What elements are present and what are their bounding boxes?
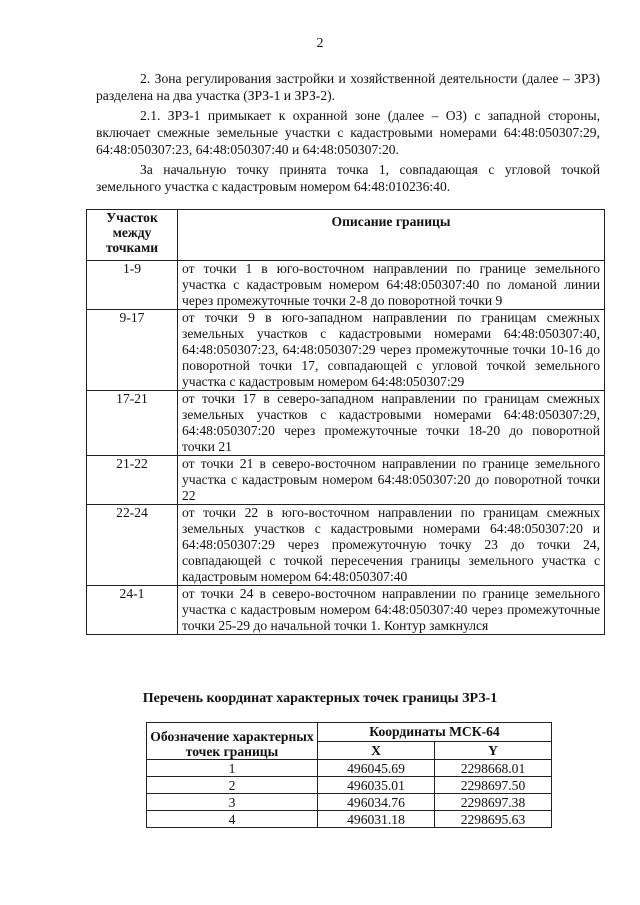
description-cell: от точки 24 в северо-восточном направлении по границе земельного участка с кадастровым номером 64:48:050307:40 через промежуточные точки 25-29 до начальной точки 1. Контур замкнулся <box>178 586 605 635</box>
table-row <box>147 794 552 811</box>
point-cell: 2 <box>147 777 318 794</box>
description-cell: от точки 17 в северо-западном направлении по границам смежных земельных участков с кадастровыми номерами 64:48:050307:29, 64:48:050307:20 через промежуточные точки 18-20 до поворотной точки 21 <box>178 391 605 456</box>
coordinates-table <box>146 722 552 828</box>
segment-cell: 21-22 <box>87 456 178 505</box>
header-point-designation: Обозначение характерных точек границы <box>147 723 318 760</box>
table-row <box>87 310 605 391</box>
coordinates-title: Перечень координат характерных точек границы ЗРЗ-1 <box>142 691 498 706</box>
paragraph-zrz1-description: 2.1. ЗРЗ-1 примыкает к охранной зоне (далее – ОЗ) с западной стороны, включает смежные земельные участки с кадастровыми номерами 64:48:050307:29, 64:48:050307:23, 64:48:050307:40 и 64:48:050307:20. <box>96 108 600 157</box>
header-segment: Участок между точками <box>87 210 178 261</box>
y-cell: 2298697.50 <box>435 777 552 794</box>
point-cell: 4 <box>147 811 318 828</box>
table-row <box>147 760 552 777</box>
header-y: Y <box>435 741 552 760</box>
table-row <box>87 586 605 635</box>
point-cell: 1 <box>147 760 318 777</box>
x-cell: 496031.18 <box>318 811 435 828</box>
header-description: Описание границы <box>178 210 605 261</box>
paragraph-start-point: За начальную точку принята точка 1, совпадающая с угловой точкой земельного участка с кадастровым номером 64:48:010236:40. <box>96 162 600 194</box>
segment-cell: 22-24 <box>87 505 178 586</box>
description-cell: от точки 1 в юго-восточном направлении по границе земельного участка с кадастровым номером 64:48:050307:40 по ломаной линии через промежуточные точки 2-8 до поворотной точки 9 <box>178 261 605 310</box>
description-cell: от точки 22 в юго-восточном направлении по границам смежных земельных участков с кадастровыми номерами 64:48:050307:20 и 64:48:050307:29 через промежуточную точку 23 до точки 24, совпадающей с точкой пересечения границы земельного участка с кадастровым номером 64:48:050307:40 <box>178 505 605 586</box>
segment-cell: 9-17 <box>87 310 178 391</box>
table-row <box>147 777 552 794</box>
table-header-row <box>87 210 605 261</box>
segment-cell: 1-9 <box>87 261 178 310</box>
table-row <box>87 456 605 505</box>
paragraph-zone-division: 2. Зона регулирования застройки и хозяйственной деятельности (далее – ЗРЗ) разделена на два участка (ЗРЗ-1 и ЗРЗ-2). <box>96 71 600 103</box>
point-cell: 3 <box>147 794 318 811</box>
table-row <box>87 261 605 310</box>
y-cell: 2298695.63 <box>435 811 552 828</box>
boundary-description-table <box>86 209 605 635</box>
y-cell: 2298697.38 <box>435 794 552 811</box>
segment-cell: 17-21 <box>87 391 178 456</box>
header-coordinate-system: Координаты МСК-64 <box>318 723 552 742</box>
table-row <box>87 505 605 586</box>
header-x: X <box>318 741 435 760</box>
segment-cell: 24-1 <box>87 586 178 635</box>
x-cell: 496035.01 <box>318 777 435 794</box>
y-cell: 2298668.01 <box>435 760 552 777</box>
description-cell: от точки 21 в северо-восточном направлении по границе земельного участка с кадастровым номером 64:48:050307:20 до поворотной точки 22 <box>178 456 605 505</box>
x-cell: 496045.69 <box>318 760 435 777</box>
description-cell: от точки 9 в юго-западном направлении по границам смежных земельных участков с кадастровыми номерами 64:48:050307:40, 64:48:050307:23, 64:48:050307:29 через промежуточные точки 10-16 до поворотной точки 17, совпадающей с угловой точкой земельного участка с кадастровым номером 64:48:050307:29 <box>178 310 605 391</box>
page-number: 2 <box>316 36 324 51</box>
table-row <box>87 391 605 456</box>
table-header-row <box>147 723 552 742</box>
x-cell: 496034.76 <box>318 794 435 811</box>
table-row <box>147 811 552 828</box>
